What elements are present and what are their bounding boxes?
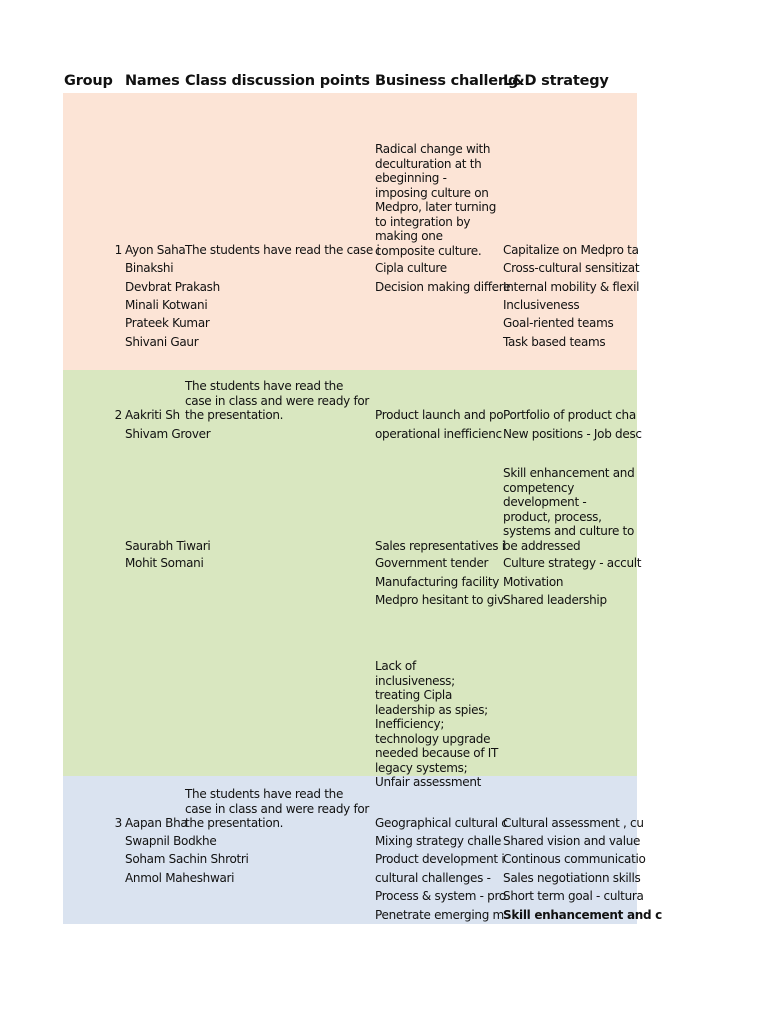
business-challenge-cell: cultural challenges - — [375, 871, 491, 885]
header-names: Names — [125, 73, 180, 89]
name-cell: Soham Sachin Shrotri — [125, 852, 249, 866]
business-challenge-cell: Product development i — [375, 852, 505, 866]
name-cell: Prateek Kumar — [125, 316, 210, 330]
business-challenge-cell: Decision making differe — [375, 280, 511, 294]
header-group: Group — [64, 73, 113, 89]
ld-strategy-cell: Shared leadership — [503, 593, 607, 607]
header-discussion: Class discussion points — [185, 73, 370, 89]
name-cell: Shivam Grover — [125, 427, 211, 441]
discussion-cell: The students have read the case in class and were ready for the presentation. — [185, 379, 370, 422]
ld-strategy-cell: Task based teams — [503, 335, 606, 349]
name-cell: Saurabh Tiwari — [125, 539, 211, 553]
ld-strategy-cell: Inclusiveness — [503, 298, 580, 312]
group-number: 1 — [114, 243, 122, 257]
business-challenge-cell: Product launch and po — [375, 408, 504, 422]
group-number: 2 — [114, 408, 122, 422]
ld-strategy-cell: Culture strategy - accult — [503, 556, 642, 570]
business-challenge-cell: Manufacturing facility — [375, 575, 500, 589]
ld-strategy-cell: Goal-riented teams — [503, 316, 614, 330]
business-challenge-cell: operational inefficienc — [375, 427, 502, 441]
business-challenge-cell: Cipla culture — [375, 261, 447, 275]
ld-strategy-cell: Shared vision and value — [503, 834, 641, 848]
name-cell: Aapan Bha — [125, 816, 188, 830]
ld-strategy-cell: Capitalize on Medpro ta — [503, 243, 639, 257]
ld-strategy-cell: Short term goal - cultura — [503, 889, 644, 903]
group-number: 3 — [114, 816, 122, 830]
name-cell: Devbrat Prakash — [125, 280, 220, 294]
business-challenge-cell: Process & system - pro — [375, 889, 506, 903]
discussion-cell: The students have read the case in class and were ready for the presentation. — [185, 787, 370, 830]
name-cell: Swapnil Bodkhe — [125, 834, 217, 848]
business-challenge-cell: Government tender — [375, 556, 489, 570]
ld-strategy-cell: Cross-cultural sensitizat — [503, 261, 640, 275]
name-cell: Mohit Somani — [125, 556, 204, 570]
ld-strategy-cell: Motivation — [503, 575, 564, 589]
business-challenge-cell: Mixing strategy challe — [375, 834, 502, 848]
ld-strategy-cell: Portfolio of product cha — [503, 408, 636, 422]
name-cell: Shivani Gaur — [125, 335, 199, 349]
ld-strategy-cell: New positions - Job desc — [503, 427, 642, 441]
header-ld: L&D strategy — [503, 73, 609, 89]
name-cell: Minali Kotwani — [125, 298, 208, 312]
business-challenge-cell: Penetrate emerging m — [375, 908, 504, 922]
name-cell: Aakriti Sh — [125, 408, 180, 422]
business-challenge-cell: Geographical cultural c — [375, 816, 508, 830]
business-challenge-cell: Medpro hesitant to giv — [375, 593, 504, 607]
business-challenge-cell: Sales representatives i — [375, 539, 505, 553]
ld-strategy-block: Skill enhancement and competency development - product, process, systems and culture to be addressed — [503, 466, 635, 553]
name-cell: Binakshi — [125, 261, 174, 275]
business-challenge-block: Lack of inclusiveness; treating Cipla leadership as spies; Inefficiency; technology upgrade needed because of IT legacy systems; Unfair assessment — [375, 659, 499, 789]
ld-strategy-cell: Continous communicatio — [503, 852, 646, 866]
business-challenge-block: Radical change with deculturation at th ebeginning - imposing culture on Medpro, later turning to integration by making one composite culture. — [375, 142, 497, 258]
header-business: Business challeng — [375, 73, 519, 89]
ld-strategy-cell: Sales negotiationn skills — [503, 871, 641, 885]
name-cell: Ayon Saha — [125, 243, 186, 257]
name-cell: Anmol Maheshwari — [125, 871, 235, 885]
ld-strategy-cell: Skill enhancement and c — [503, 908, 662, 922]
ld-strategy-cell: Cultural assessment , cu — [503, 816, 644, 830]
ld-strategy-cell: Internal mobility & flexil — [503, 280, 640, 294]
discussion-cell: The students have read the case i — [185, 243, 380, 257]
